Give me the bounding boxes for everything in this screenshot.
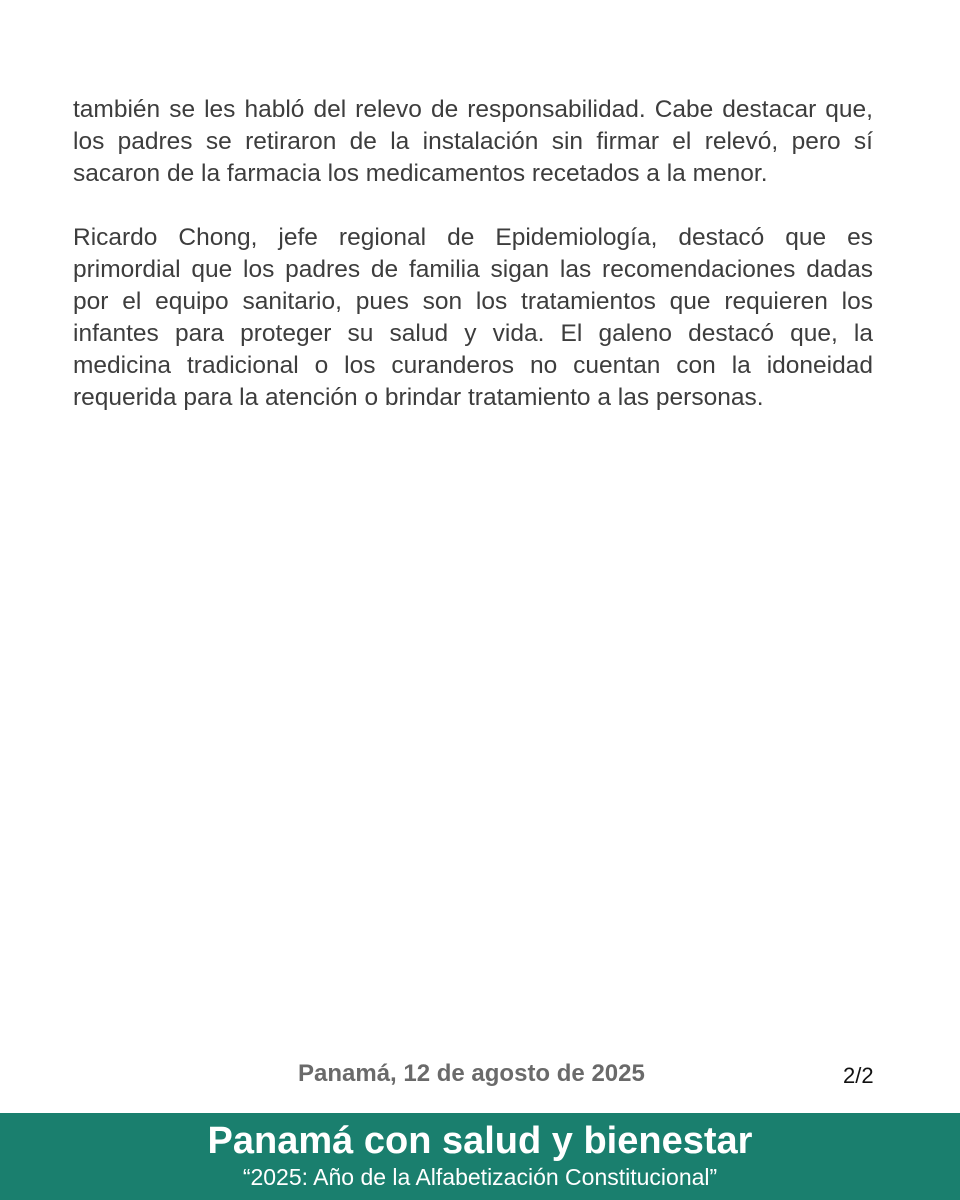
dateline: Panamá, 12 de agosto de 2025 bbox=[298, 1060, 645, 1087]
page-indicator: 2/2 bbox=[843, 1063, 874, 1088]
article-paragraph: también se les habló del relevo de responsabilidad. Cabe destacar que, los padres se retiraron de la instalación sin firmar el relevó, pero sí sacaron de la farmacia los medicamentos recetados a la menor. bbox=[73, 96, 873, 187]
article-body bbox=[73, 94, 873, 414]
article-paragraph: Ricardo Chong, jefe regional de Epidemiología, destacó que es primordial que los padres de familia sigan las recomendaciones dadas por el equipo sanitario, pues son los tratamientos que requieren los infantes para proteger su salud y vida. El galeno destacó que, la medicina tradicional o los curanderos no cuentan con la idoneidad requerida para la atención o brindar tratamiento a las personas. bbox=[73, 224, 873, 411]
footer-banner bbox=[0, 1113, 960, 1200]
footer-title: Panamá con salud y bienestar bbox=[207, 1120, 753, 1162]
footer-subtitle: “2025: Año de la Alfabetización Constitucional” bbox=[242, 1164, 718, 1190]
